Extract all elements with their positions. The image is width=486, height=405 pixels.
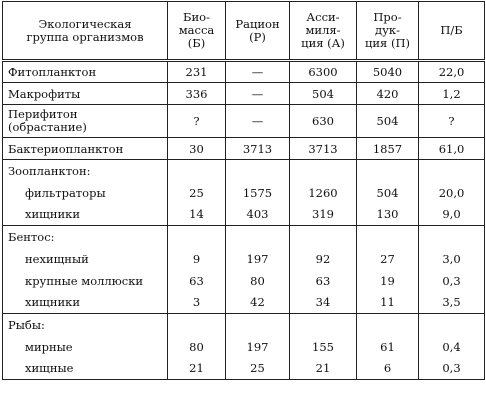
cell-ration: 197 bbox=[226, 248, 290, 270]
cell-biomass: 63 bbox=[168, 270, 226, 292]
cell-production: 27 bbox=[357, 248, 419, 270]
table-row bbox=[3, 138, 485, 160]
cell-biomass: 9 bbox=[168, 248, 226, 270]
cell-assimilation: 319 bbox=[290, 204, 357, 226]
group-title-zooplankton: Зоопланктон: bbox=[3, 160, 168, 182]
group-title-benthos: Бентос: bbox=[3, 226, 168, 248]
cell-ration: 403 bbox=[226, 204, 290, 226]
cell-biomass: 3 bbox=[168, 292, 226, 314]
table-row bbox=[3, 336, 485, 358]
header-biomass: Био- масса (Б) bbox=[168, 2, 226, 61]
table-row bbox=[3, 61, 485, 83]
cell-biomass: 30 bbox=[168, 138, 226, 160]
cell-name: фильтраторы bbox=[3, 182, 168, 204]
group-title-row bbox=[3, 160, 485, 182]
table-row bbox=[3, 182, 485, 204]
cell-pb: 0,4 bbox=[419, 336, 485, 358]
table-row bbox=[3, 270, 485, 292]
cell-production: 504 bbox=[357, 105, 419, 138]
cell-ration: 80 bbox=[226, 270, 290, 292]
cell-assimilation: 630 bbox=[290, 105, 357, 138]
table-row bbox=[3, 83, 485, 105]
cell-ration: — bbox=[226, 61, 290, 83]
table-row bbox=[3, 292, 485, 314]
cell-pb: 22,0 bbox=[419, 61, 485, 83]
cell-production: 61 bbox=[357, 336, 419, 358]
cell-production: 130 bbox=[357, 204, 419, 226]
table-row bbox=[3, 248, 485, 270]
header-pb: П/Б bbox=[419, 2, 485, 61]
cell-biomass: 21 bbox=[168, 358, 226, 380]
cell-assimilation: 6300 bbox=[290, 61, 357, 83]
table-row bbox=[3, 105, 485, 138]
cell-production: 6 bbox=[357, 358, 419, 380]
cell-biomass: 80 bbox=[168, 336, 226, 358]
group-title-row bbox=[3, 226, 485, 248]
cell-pb: 9,0 bbox=[419, 204, 485, 226]
cell-ration: — bbox=[226, 83, 290, 105]
header-ration: Рацион (Р) bbox=[226, 2, 290, 61]
cell-ration: 3713 bbox=[226, 138, 290, 160]
cell-name: Перифитон (обрастание) bbox=[3, 105, 168, 138]
cell-production: 1857 bbox=[357, 138, 419, 160]
cell-assimilation: 155 bbox=[290, 336, 357, 358]
header-production: Про- дук- ция (П) bbox=[357, 2, 419, 61]
header-row bbox=[3, 2, 485, 61]
cell-pb: 0,3 bbox=[419, 270, 485, 292]
table-row bbox=[3, 204, 485, 226]
cell-assimilation: 92 bbox=[290, 248, 357, 270]
cell-pb: 61,0 bbox=[419, 138, 485, 160]
group-title-fish: Рыбы: bbox=[3, 314, 168, 336]
cell-pb: 3,0 bbox=[419, 248, 485, 270]
cell-ration: — bbox=[226, 105, 290, 138]
cell-assimilation: 63 bbox=[290, 270, 357, 292]
cell-pb: ? bbox=[419, 105, 485, 138]
header-assimilation: Асси- миля- ция (А) bbox=[290, 2, 357, 61]
cell-ration: 42 bbox=[226, 292, 290, 314]
ecological-groups-table bbox=[2, 1, 485, 380]
cell-production: 19 bbox=[357, 270, 419, 292]
cell-name: мирные bbox=[3, 336, 168, 358]
cell-pb: 0,3 bbox=[419, 358, 485, 380]
group-title-row bbox=[3, 314, 485, 336]
cell-biomass: ? bbox=[168, 105, 226, 138]
table-row bbox=[3, 358, 485, 380]
cell-assimilation: 504 bbox=[290, 83, 357, 105]
cell-assimilation: 3713 bbox=[290, 138, 357, 160]
cell-biomass: 25 bbox=[168, 182, 226, 204]
cell-pb: 20,0 bbox=[419, 182, 485, 204]
cell-name: крупные моллюски bbox=[3, 270, 168, 292]
cell-name: нехищный bbox=[3, 248, 168, 270]
cell-production: 5040 bbox=[357, 61, 419, 83]
cell-name: Макрофиты bbox=[3, 83, 168, 105]
cell-name: хищники bbox=[3, 204, 168, 226]
cell-production: 11 bbox=[357, 292, 419, 314]
cell-biomass: 14 bbox=[168, 204, 226, 226]
cell-ration: 197 bbox=[226, 336, 290, 358]
cell-ration: 25 bbox=[226, 358, 290, 380]
cell-production: 420 bbox=[357, 83, 419, 105]
cell-name: Фитопланктон bbox=[3, 61, 168, 83]
cell-production: 504 bbox=[357, 182, 419, 204]
cell-ration: 1575 bbox=[226, 182, 290, 204]
cell-pb: 3,5 bbox=[419, 292, 485, 314]
cell-assimilation: 21 bbox=[290, 358, 357, 380]
cell-biomass: 231 bbox=[168, 61, 226, 83]
cell-pb: 1,2 bbox=[419, 83, 485, 105]
cell-name: хищные bbox=[3, 358, 168, 380]
cell-biomass: 336 bbox=[168, 83, 226, 105]
cell-name: Бактериопланктон bbox=[3, 138, 168, 160]
header-group: Экологическая группа организмов bbox=[3, 2, 168, 61]
cell-assimilation: 34 bbox=[290, 292, 357, 314]
cell-assimilation: 1260 bbox=[290, 182, 357, 204]
cell-name: хищники bbox=[3, 292, 168, 314]
